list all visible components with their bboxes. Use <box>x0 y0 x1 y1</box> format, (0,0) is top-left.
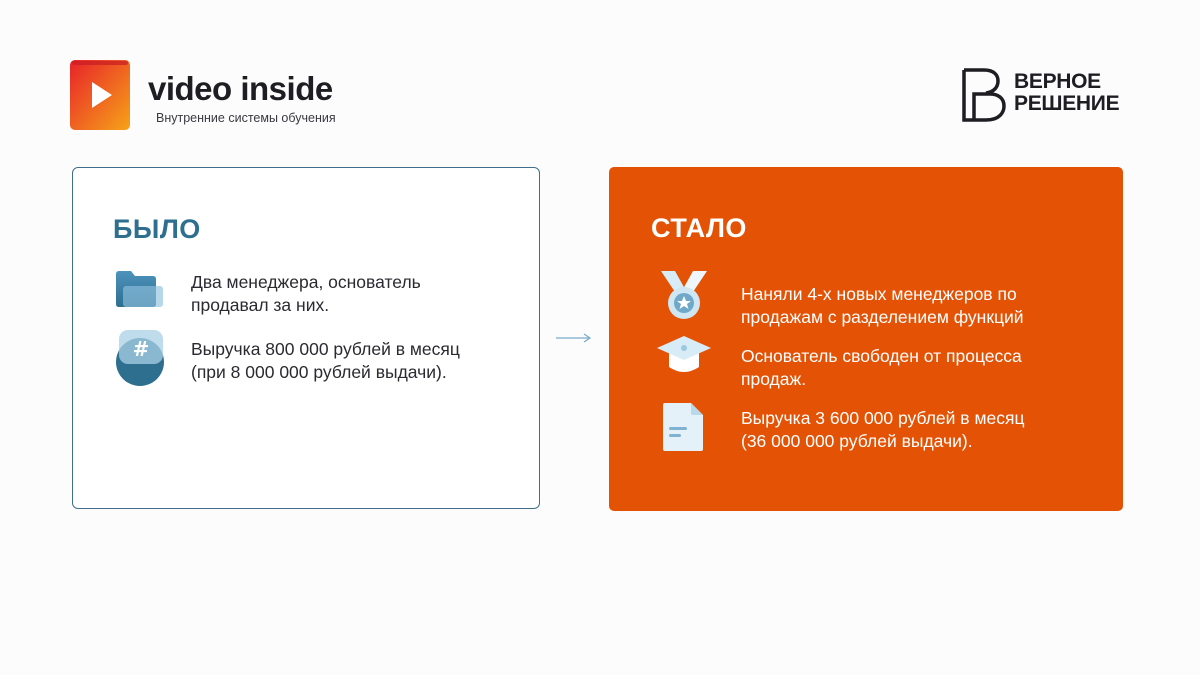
partner-name-line2: РЕШЕНИЕ <box>1014 92 1120 115</box>
list-item <box>655 265 1115 327</box>
play-book-icon <box>70 60 132 132</box>
item-line1: Наняли 4-х новых менеджеров по <box>741 284 1017 304</box>
arrow-right-icon <box>555 331 595 345</box>
partner-name-line1: ВЕРНОЕ <box>1014 70 1101 93</box>
brand-logo <box>70 60 370 132</box>
hashtag-chat-icon <box>113 328 169 388</box>
item-line1: Выручка 800 000 рублей в месяц <box>191 339 460 359</box>
after-title: СТАЛО <box>651 213 747 243</box>
item-line2: продавал за них. <box>191 295 330 315</box>
list-item <box>655 331 1115 389</box>
item-line2: продаж. <box>741 369 807 389</box>
graduation-cap-icon <box>655 331 713 381</box>
item-line1: Выручка 3 600 000 рублей в месяц <box>741 408 1025 428</box>
item-line2: (при 8 000 000 рублей выдачи). <box>191 362 447 382</box>
document-icon <box>655 401 713 455</box>
item-line1: Основатель свободен от процесса <box>741 346 1022 366</box>
list-item <box>655 401 1115 455</box>
item-line2: (36 000 000 рублей выдачи). <box>741 431 973 451</box>
brand-tagline: Внутренние системы обучения <box>156 111 336 125</box>
brand-name: video inside <box>148 70 333 107</box>
item-line1: Два менеджера, основатель <box>191 272 421 292</box>
svg-text:#: # <box>132 337 150 361</box>
before-title: БЫЛО <box>113 214 201 244</box>
list-item <box>113 328 533 390</box>
after-panel <box>609 167 1123 511</box>
partner-logo <box>960 66 1130 126</box>
folder-icon <box>113 268 165 312</box>
list-item <box>113 268 513 316</box>
b-monogram-icon <box>960 66 1010 124</box>
item-line2: продажам с разделением функций <box>741 307 1024 327</box>
medal-icon <box>655 265 713 323</box>
before-panel <box>72 167 540 509</box>
